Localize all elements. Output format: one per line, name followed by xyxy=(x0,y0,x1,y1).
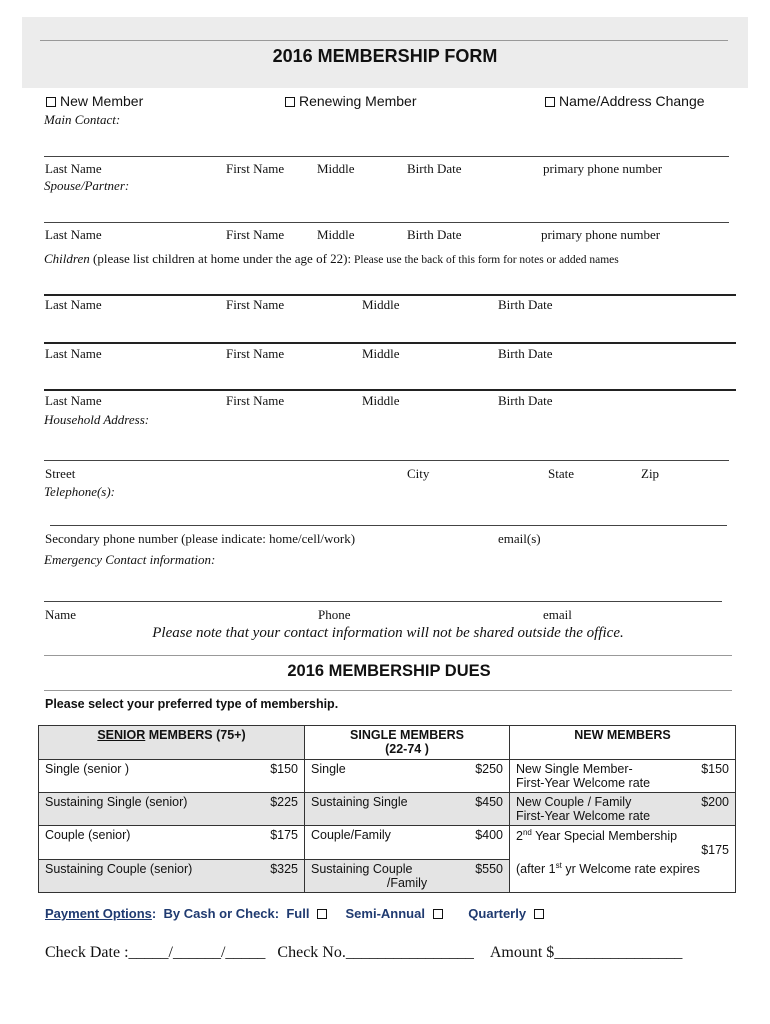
payment-quarterly-label: Quarterly xyxy=(468,906,527,921)
spouse-line[interactable] xyxy=(44,222,729,223)
senior-option: Sustaining Couple (senior) xyxy=(45,861,193,876)
dues-single-cell[interactable] xyxy=(305,826,510,860)
dues-instruction: Please select your preferred type of membership. xyxy=(45,697,339,711)
senior-option: Couple (senior) xyxy=(45,828,131,842)
senior-price: $225 xyxy=(270,795,298,809)
email-label: email(s) xyxy=(498,531,541,546)
single-option-cont: /Family xyxy=(386,875,428,890)
check-date-label: Check Date : xyxy=(45,944,129,961)
option-name-address-change[interactable] xyxy=(545,93,705,109)
check-number-label: Check No. xyxy=(277,944,346,961)
single-price: $250 xyxy=(475,762,503,776)
dues-senior-cell[interactable] xyxy=(39,859,305,892)
address-line[interactable] xyxy=(44,460,729,461)
page-title: 2016 MEMBERSHIP FORM xyxy=(272,46,498,66)
dues-row xyxy=(39,859,736,892)
single-option: Sustaining Single xyxy=(311,795,408,809)
payment-semi-label: Semi-Annual xyxy=(345,906,425,921)
payment-quarterly-checkbox[interactable] xyxy=(534,909,544,919)
single-header-line1: SINGLE MEMBERS xyxy=(350,728,464,742)
spouse-middle-label: Middle xyxy=(317,227,355,242)
main-birth-date-label: Birth Date xyxy=(407,161,462,176)
check-number-field[interactable]: ________________ xyxy=(345,944,474,961)
payment-full-checkbox[interactable] xyxy=(317,909,327,919)
single-header xyxy=(305,726,510,760)
dues-senior-cell[interactable] xyxy=(39,793,305,826)
dues-row xyxy=(39,760,736,793)
new-option-sup: nd xyxy=(522,828,532,837)
senior-header xyxy=(39,726,305,760)
new-option-rest: Year Special Membership xyxy=(531,829,678,844)
senior-header-rest: MEMBERS (75+) xyxy=(145,728,246,742)
dues-new-cell[interactable] xyxy=(510,826,736,860)
payment-full-label: Full xyxy=(286,906,310,921)
checkbox-icon[interactable] xyxy=(285,97,295,107)
main-last-name-label: Last Name xyxy=(45,161,102,176)
household-address-heading: Household Address: xyxy=(44,412,150,427)
children-heading xyxy=(44,251,619,267)
main-phone-label: primary phone number xyxy=(543,161,663,176)
zip-label: Zip xyxy=(641,466,660,481)
dues-senior-cell[interactable] xyxy=(39,760,305,793)
dues-senior-cell[interactable] xyxy=(39,826,305,860)
spouse-first-name-label: First Name xyxy=(226,227,285,242)
child-1-last-name-label: Last Name xyxy=(45,297,102,312)
child-2-line[interactable] xyxy=(44,342,736,344)
dues-rule-top xyxy=(44,655,732,656)
emergency-phone-label: Phone xyxy=(318,607,351,622)
dues-rule-bottom xyxy=(44,690,732,691)
main-contact-line[interactable] xyxy=(44,156,729,157)
option-label: Renewing Member xyxy=(299,93,417,109)
dues-single-cell[interactable] xyxy=(305,760,510,793)
new-option-note: First-Year Welcome rate xyxy=(516,809,651,823)
spouse-phone-label: primary phone number xyxy=(541,227,661,242)
child-3-birth-date-label: Birth Date xyxy=(498,393,553,408)
child-3-line[interactable] xyxy=(44,389,736,391)
dues-row xyxy=(39,793,736,826)
senior-header-underlined: SENIOR xyxy=(97,728,146,742)
new-note-rest: yr Welcome rate expires xyxy=(561,862,700,877)
child-2-first-name-label: First Name xyxy=(226,346,285,361)
dues-new-cell[interactable] xyxy=(510,859,736,892)
amount-label: Amount $ xyxy=(489,944,555,961)
new-note-pre: (after 1 xyxy=(516,862,556,877)
option-renewing-member[interactable] xyxy=(285,93,417,109)
spouse-heading: Spouse/Partner: xyxy=(44,178,130,193)
new-option xyxy=(516,828,729,843)
child-3-first-name-label: First Name xyxy=(226,393,285,408)
single-price: $400 xyxy=(475,828,503,842)
payment-by-label: By Cash or Check: xyxy=(163,906,280,921)
payment-options xyxy=(45,906,548,921)
single-price: $450 xyxy=(475,795,503,809)
new-option-note: First-Year Welcome rate xyxy=(516,776,651,790)
emergency-name-label: Name xyxy=(45,607,77,622)
spouse-birth-date-label: Birth Date xyxy=(407,227,462,242)
dues-single-cell[interactable] xyxy=(305,793,510,826)
state-label: State xyxy=(548,466,574,481)
child-1-middle-label: Middle xyxy=(362,297,400,312)
senior-price: $325 xyxy=(270,861,298,876)
children-heading-italic: Children xyxy=(44,251,90,266)
single-option: Sustaining Couple xyxy=(311,861,413,876)
senior-option: Single (senior ) xyxy=(45,762,130,776)
child-1-first-name-label: First Name xyxy=(226,297,285,312)
dues-table xyxy=(38,725,736,893)
new-option-note xyxy=(516,861,729,876)
telephone-line[interactable] xyxy=(50,525,727,526)
street-label: Street xyxy=(45,466,76,481)
new-note-sup: st xyxy=(555,861,562,871)
checkbox-icon[interactable] xyxy=(46,97,56,107)
amount-field[interactable]: ________________ xyxy=(554,944,683,961)
dues-new-cell[interactable] xyxy=(510,793,736,826)
senior-price: $150 xyxy=(270,762,298,776)
single-price: $550 xyxy=(475,861,503,876)
main-contact-heading: Main Contact: xyxy=(44,112,121,127)
new-option-num: 2 xyxy=(516,829,523,844)
child-2-birth-date-label: Birth Date xyxy=(498,346,553,361)
new-price: $150 xyxy=(701,762,729,776)
new-option: New Single Member- xyxy=(516,762,633,776)
spouse-last-name-label: Last Name xyxy=(45,227,102,242)
new-header xyxy=(510,726,736,760)
emergency-email-label: email xyxy=(543,607,572,622)
new-price: $175 xyxy=(701,843,729,858)
senior-option: Sustaining Single (senior) xyxy=(45,795,188,809)
payment-semi-checkbox[interactable] xyxy=(433,909,443,919)
senior-price: $175 xyxy=(270,828,298,842)
new-header-label: NEW MEMBERS xyxy=(574,728,671,742)
main-first-name-label: First Name xyxy=(226,161,285,176)
check-line xyxy=(45,944,682,962)
dues-title: 2016 MEMBERSHIP DUES xyxy=(287,662,491,680)
payment-colon: : xyxy=(151,906,157,921)
option-label: New Member xyxy=(60,93,144,109)
child-2-middle-label: Middle xyxy=(362,346,400,361)
secondary-phone-label: Secondary phone number (please indicate: home/cell/work) xyxy=(45,531,356,546)
single-option: Couple/Family xyxy=(311,828,391,842)
emergency-heading: Emergency Contact information: xyxy=(44,552,216,567)
dues-header-row xyxy=(39,726,736,760)
children-heading-extra: Please use the back of this form for notes or added names xyxy=(351,254,619,266)
dues-new-cell[interactable] xyxy=(510,760,736,793)
option-new-member[interactable] xyxy=(46,93,143,109)
main-middle-label: Middle xyxy=(317,161,355,176)
child-3-middle-label: Middle xyxy=(362,393,400,408)
checkbox-icon[interactable] xyxy=(545,97,555,107)
telephone-heading: Telephone(s): xyxy=(44,484,116,499)
privacy-note: Please note that your contact information will not be shared outside the office. xyxy=(152,625,624,641)
new-price: $200 xyxy=(701,795,729,809)
dues-single-cell[interactable] xyxy=(305,859,510,892)
city-label: City xyxy=(407,466,430,481)
child-2-last-name-label: Last Name xyxy=(45,346,102,361)
new-option: New Couple / Family xyxy=(516,795,632,809)
option-label: Name/Address Change xyxy=(559,93,705,109)
check-date-field[interactable]: _____/______/_____ xyxy=(128,944,266,961)
emergency-line[interactable] xyxy=(44,601,722,602)
child-1-birth-date-label: Birth Date xyxy=(498,297,553,312)
header-rule xyxy=(40,40,728,41)
dues-row xyxy=(39,826,736,860)
child-3-last-name-label: Last Name xyxy=(45,393,102,408)
children-heading-note: (please list children at home under the age of 22): xyxy=(89,251,352,266)
single-header-line2: (22-74 ) xyxy=(385,742,429,756)
single-option: Single xyxy=(311,762,346,776)
child-1-line[interactable] xyxy=(44,294,736,296)
payment-label: Payment Options xyxy=(45,906,152,921)
